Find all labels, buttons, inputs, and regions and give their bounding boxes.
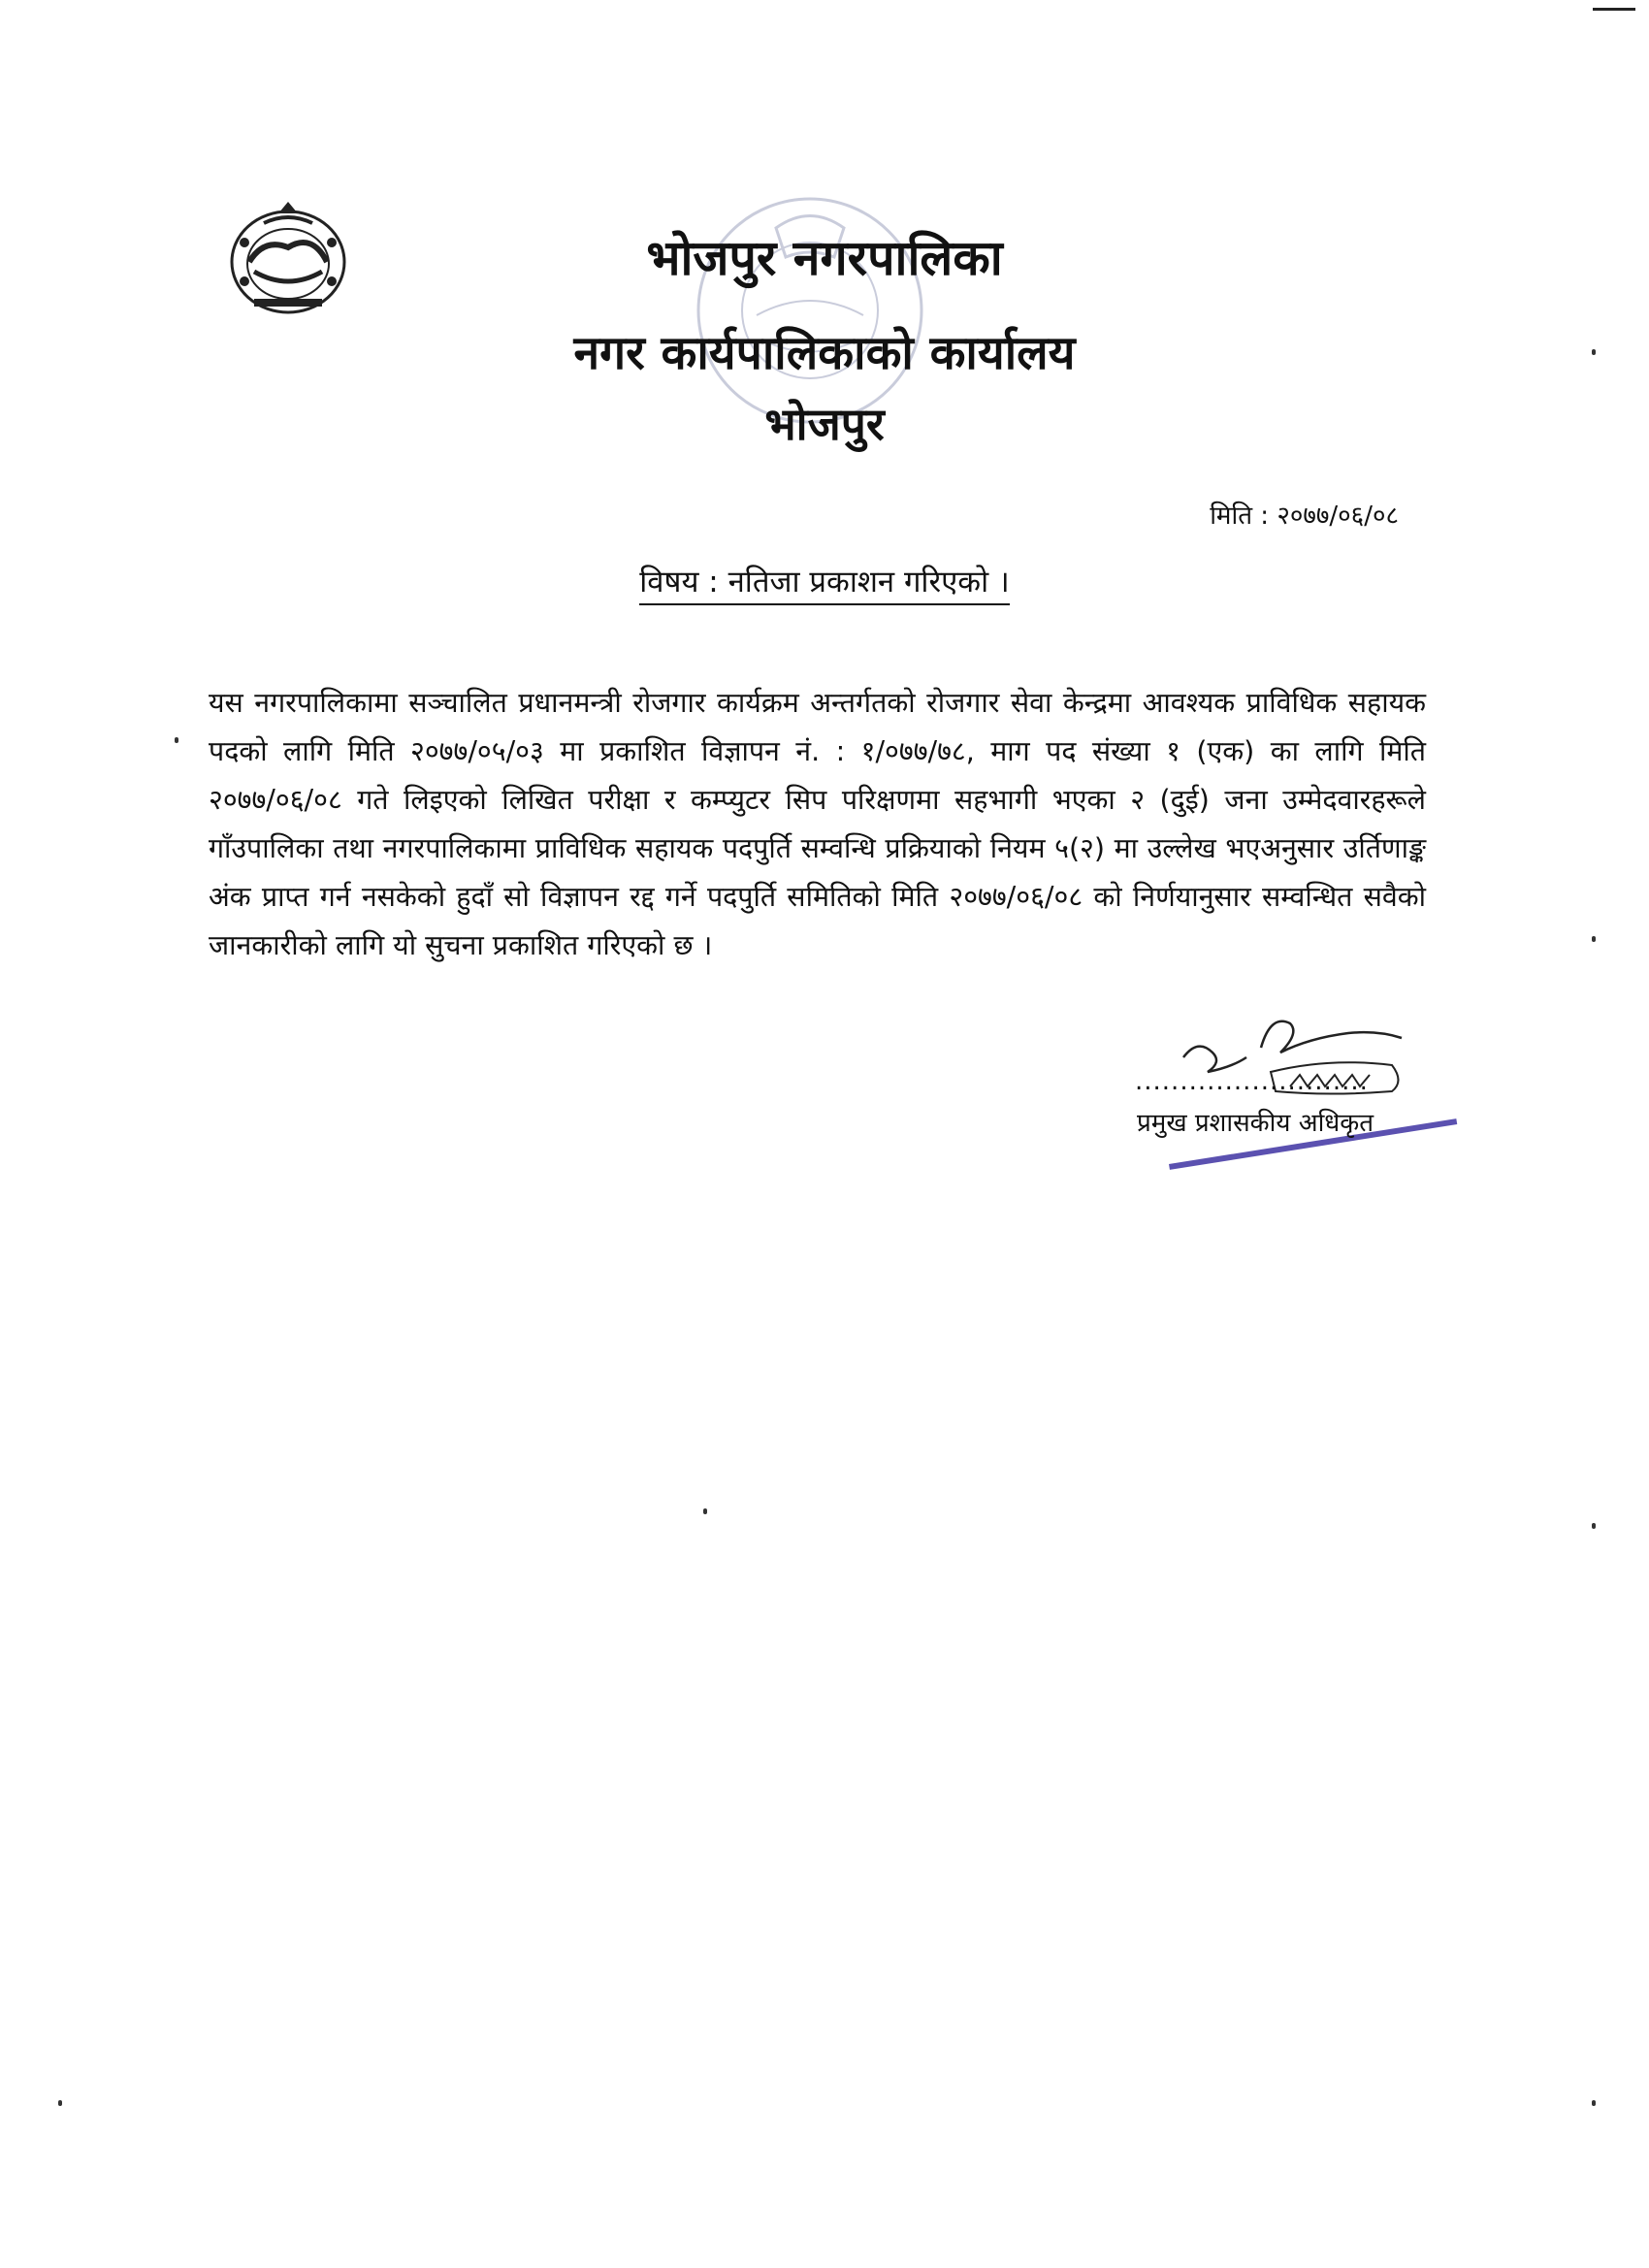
scan-speck (1592, 936, 1596, 942)
subject-line (0, 561, 1649, 601)
scan-speck (58, 2100, 62, 2106)
scan-speck (175, 737, 178, 743)
office-name: नगर कार्यपालिकाको कार्यालय (573, 326, 1076, 380)
handwritten-signature (1154, 999, 1542, 1203)
scan-speck (1592, 2100, 1596, 2106)
document-date: मिति : २०७७/०६/०८ (1210, 502, 1399, 531)
scan-speck (1592, 1523, 1596, 1529)
scan-speck (1592, 349, 1596, 355)
signature-dotted-line: .......................... (1135, 1067, 1369, 1096)
signatory-title: प्रमुख प्रशासकीय अधिकृत (1137, 1109, 1374, 1138)
office-location: भोजपुर (764, 398, 885, 450)
scan-edge-mark (1593, 8, 1635, 11)
scan-speck (703, 1508, 707, 1514)
municipality-name: भोजपुर नगरपालिका (646, 230, 1003, 286)
notice-body: यस नगरपालिकामा सञ्चालित प्रधानमन्त्री रोजगार कार्यक्रम अन्तर्गतको रोजगार सेवा केन्द्रमा आवश्यक प्राविधिक सहायक पदको लागि मिति २०७७/०५/०३ मा प्रकाशित विज्ञापन नं. : १/०७७/७८, माग पद संख्या १ (एक) का लागि मिति २०७७/०६/०८ गते लिइएको लिखित परीक्षा र कम्प्युटर सिप परिक्षणमा सहभागी भएका २ (दुई) जना उम्मेदवारहरूले गाँउपालिका तथा नगरपालिकामा प्राविधिक सहायक पदपुर्ति सम्वन्धि प्रक्रियाको नियम ५(२) मा उल्लेख भएअनुसार उर्तिणाङ्क अंक प्राप्त गर्न नसकेको हुदाँ सो विज्ञापन रद्द गर्ने पदपुर्ति समितिको मिति २०७७/०६/०८ को निर्णयानुसार सम्वन्धित सवैको जानकारीको लागि यो सुचना प्रकाशित गरिएको छ । (209, 687, 1426, 961)
subject-text: विषय : नतिजा प्रकाशन गरिएको । (639, 565, 1009, 605)
